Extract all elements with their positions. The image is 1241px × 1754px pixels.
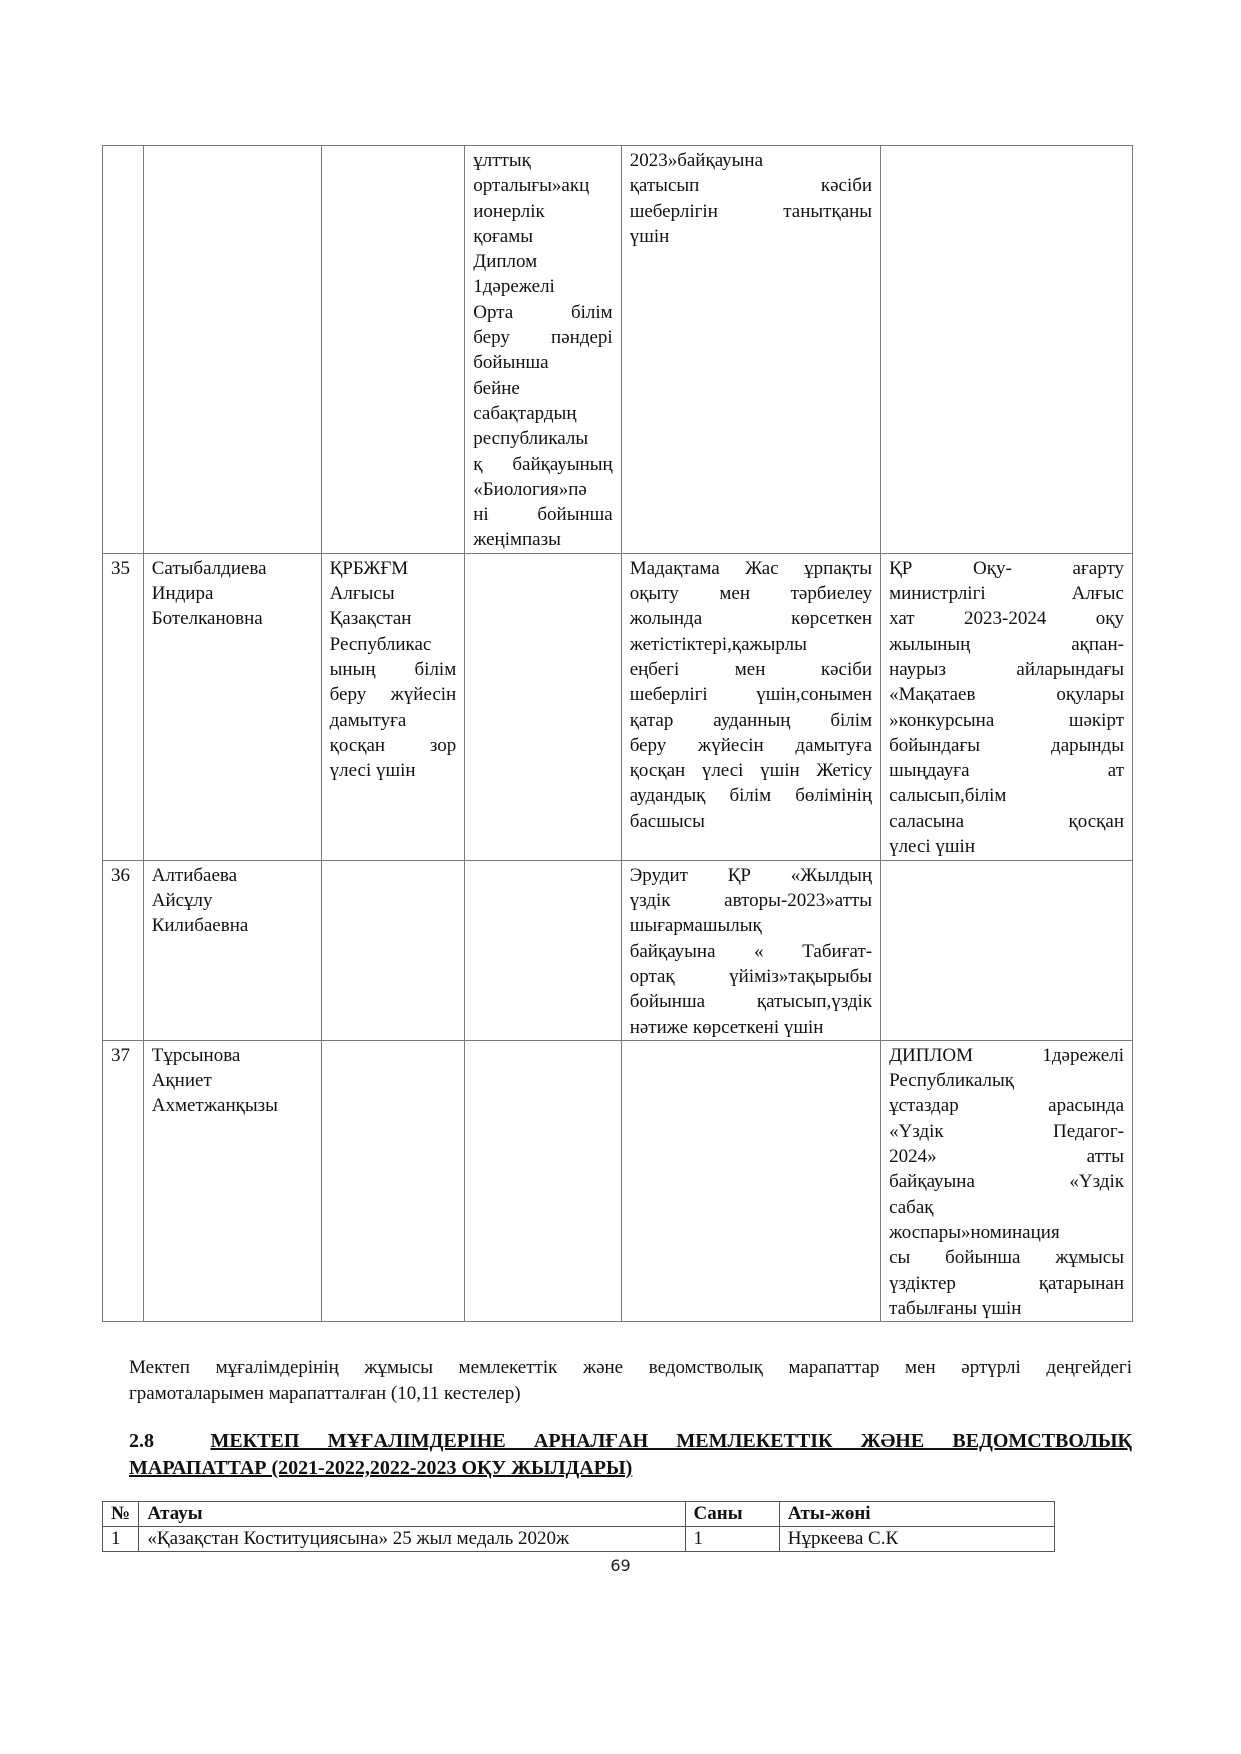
cell-line: шығармашылық xyxy=(629,915,762,937)
cell-line: қосқан үлесі үшін Жетісу xyxy=(629,760,873,782)
cell-line: оқыту мен тәрбиелеу xyxy=(629,583,873,605)
cell-line: үздіктер қатарынан xyxy=(889,1272,1124,1294)
cell-award-regional xyxy=(621,553,880,860)
table-row xyxy=(103,553,1133,860)
cell-line: республикалы xyxy=(473,428,589,450)
cell-line: ортақ үйіміз»тақырыбы xyxy=(629,965,873,987)
cell-line: беру пәндері xyxy=(473,327,613,349)
cell-line: ДИПЛОМ 1дәрежелі xyxy=(889,1044,1124,1066)
cell-line: Ботелкановна xyxy=(151,608,263,630)
cell-number: 35 xyxy=(103,553,144,860)
cell-number xyxy=(103,146,144,554)
cell-line: сабақ xyxy=(889,1196,934,1218)
cell-award-national xyxy=(465,146,621,554)
cell-award-regional xyxy=(621,1040,880,1321)
cell-award-ministry xyxy=(321,1040,465,1321)
cell-line: үздік авторы-2023»атты xyxy=(629,890,873,912)
cell-line: 1дәрежелі xyxy=(473,276,555,298)
cell-line: бойынша xyxy=(473,352,549,374)
cell-award-national xyxy=(465,553,621,860)
section-title-line-2: МАРАПАТТАР (2021-2022,2022-2023 ОҚУ ЖЫЛДАРЫ) xyxy=(129,1457,633,1479)
table-row xyxy=(103,146,1133,554)
cell-number: 37 xyxy=(103,1040,144,1321)
cell-line: бейне xyxy=(473,377,520,399)
header-full-name: Аты-жөні xyxy=(779,1502,1054,1527)
cell-title: «Қазақстан Коституциясына» 25 жыл медаль 2020ж xyxy=(139,1527,685,1552)
cell-line: жолында көрсеткен xyxy=(629,608,873,630)
cell-line: «Биология»пә xyxy=(473,478,587,500)
section-number: 2.8 xyxy=(129,1430,154,1452)
cell-line: сабақтардың xyxy=(473,402,577,424)
cell-line: 2023»байқауына xyxy=(629,150,764,171)
cell-line: ҚРБЖҒМ xyxy=(329,557,409,579)
cell-line: жеңімпазы xyxy=(473,529,561,551)
cell-line: басшысы xyxy=(629,810,705,832)
cell-award-ministry xyxy=(321,146,465,554)
page-number: 69 xyxy=(610,1556,631,1575)
cell-name xyxy=(143,1040,321,1321)
cell-line: қосқан зор xyxy=(329,734,457,756)
cell-line: 2024» атты xyxy=(889,1146,1124,1168)
cell-line: үлесі үшін xyxy=(329,760,416,782)
cell-line: шеберлігін танытқаны xyxy=(629,200,873,222)
cell-line: наурыз айларындағы xyxy=(889,658,1124,680)
cell-line: байқауына «Үздік xyxy=(889,1171,1124,1193)
state-awards-table xyxy=(102,1501,1055,1552)
cell-line: бойынша қатысып,үздік xyxy=(629,991,873,1013)
cell-line: нәтиже көрсеткені үшін xyxy=(629,1016,824,1038)
cell-award-regional xyxy=(621,146,880,554)
cell-line: беру жүйесін дамытуға xyxy=(629,734,873,756)
cell-award-national xyxy=(465,1040,621,1321)
cell-line: «Үздік Педагог- xyxy=(889,1120,1124,1142)
cell-award-other xyxy=(881,860,1133,1040)
cell-line: қ байқауының xyxy=(473,453,613,475)
cell-line: хат 2023-2024 оқу xyxy=(889,608,1124,630)
cell-line: Алтибаева xyxy=(151,864,238,886)
cell-line: Алғысы xyxy=(329,583,395,605)
cell-line: ұстаздар арасында xyxy=(889,1095,1124,1117)
cell-name xyxy=(143,146,321,554)
cell-line: сы бойынша жұмысы xyxy=(889,1247,1124,1269)
header-title: Атауы xyxy=(139,1502,685,1527)
cell-line: Айсұлу xyxy=(151,890,213,912)
cell-name xyxy=(143,860,321,1040)
cell-line: ының білім xyxy=(329,658,457,680)
cell-line: Орта білім xyxy=(473,301,613,323)
cell-line: шыңдауға ат xyxy=(889,760,1124,782)
cell-award-other xyxy=(881,1040,1133,1321)
cell-line: шеберлігі үшін,сонымен xyxy=(629,684,873,706)
cell-line: Мадақтама Жас ұрпақты xyxy=(629,557,873,579)
cell-line: ионерлік xyxy=(473,200,545,222)
cell-line: Диплом xyxy=(473,251,538,273)
table-row xyxy=(103,860,1133,1040)
cell-line: үлесі үшін xyxy=(889,836,976,858)
cell-line: Тұрсынова xyxy=(151,1044,241,1066)
cell-award-other xyxy=(881,553,1133,860)
cell-line: жоспары»номинация xyxy=(889,1221,1060,1243)
cell-line: қатар ауданның білім xyxy=(629,709,873,731)
table-row xyxy=(103,1527,1055,1552)
cell-line: ұлттық xyxy=(473,150,531,171)
cell-line: Ақниет xyxy=(151,1070,212,1092)
section-heading xyxy=(129,1428,1132,1482)
cell-line: беру жүйесін xyxy=(329,684,457,706)
cell-line: дамытуға xyxy=(329,709,407,731)
section-title-line-1: МЕКТЕП МҰҒАЛІМДЕРІНЕ АРНАЛҒАН МЕМЛЕКЕТТІК ЖӘНЕ ВЕДОМСТВОЛЫҚ xyxy=(210,1430,1132,1452)
cell-line: Ахметжанқызы xyxy=(151,1095,278,1117)
body-paragraph xyxy=(129,1355,1132,1407)
cell-line: саласына қосқан xyxy=(889,810,1124,832)
header-number: № xyxy=(103,1502,139,1527)
cell-name xyxy=(143,553,321,860)
cell-award-national xyxy=(465,860,621,1040)
cell-line: ні бойынша xyxy=(473,504,613,526)
cell-line: Қазақстан xyxy=(329,608,412,630)
table-header-row xyxy=(103,1502,1055,1527)
paragraph-line-1: Мектеп мұғалімдерінің жұмысы мемлекеттік және ведомстволық марапаттар мен әртүрлі деңгейдегі xyxy=(129,1357,1132,1378)
cell-line: Республикалық xyxy=(889,1070,1015,1092)
header-count: Саны xyxy=(685,1502,779,1527)
cell-line: «Мақатаев оқулары xyxy=(889,684,1124,706)
cell-line: табылғаны үшін xyxy=(889,1297,1022,1319)
cell-number: 1 xyxy=(103,1527,139,1552)
cell-line: жылының ақпан- xyxy=(889,633,1124,655)
cell-line: үшін xyxy=(629,225,670,247)
cell-line: Килибаевна xyxy=(151,915,249,937)
cell-line: Эрудит ҚР «Жылдың xyxy=(629,864,873,886)
cell-award-ministry xyxy=(321,553,465,860)
cell-line: қатысып кәсіби xyxy=(629,175,873,197)
cell-line: еңбегі мен кәсіби xyxy=(629,658,873,680)
cell-award-regional xyxy=(621,860,880,1040)
cell-award-ministry xyxy=(321,860,465,1040)
cell-full-name: Нұркеева С.К xyxy=(779,1527,1054,1552)
cell-count: 1 xyxy=(685,1527,779,1552)
cell-line: орталығы»акц xyxy=(473,175,590,197)
cell-line: байқауына « Табиғат- xyxy=(629,940,873,962)
cell-line: Сатыбалдиева xyxy=(151,557,267,579)
table-row xyxy=(103,1040,1133,1321)
cell-line: ҚР Оқу- ағарту xyxy=(889,557,1124,579)
cell-line: аудандық білім бөлімінің xyxy=(629,785,873,807)
cell-line: Индира xyxy=(151,583,214,605)
cell-line: қоғамы xyxy=(473,225,533,247)
cell-award-other xyxy=(881,146,1133,554)
cell-line: министрлігі Алғыс xyxy=(889,583,1124,605)
cell-line: жетістіктері,қажырлы xyxy=(629,633,807,655)
cell-line: салысып,білім xyxy=(889,785,1007,807)
cell-line: бойындағы дарынды xyxy=(889,734,1124,756)
cell-number: 36 xyxy=(103,860,144,1040)
cell-line: Республикас xyxy=(329,633,432,655)
awards-recipients-table xyxy=(102,145,1133,1322)
paragraph-line-2: грамоталарымен марапатталған (10,11 кестелер) xyxy=(129,1383,521,1404)
cell-line: »конкурсына шәкірт xyxy=(889,709,1124,731)
